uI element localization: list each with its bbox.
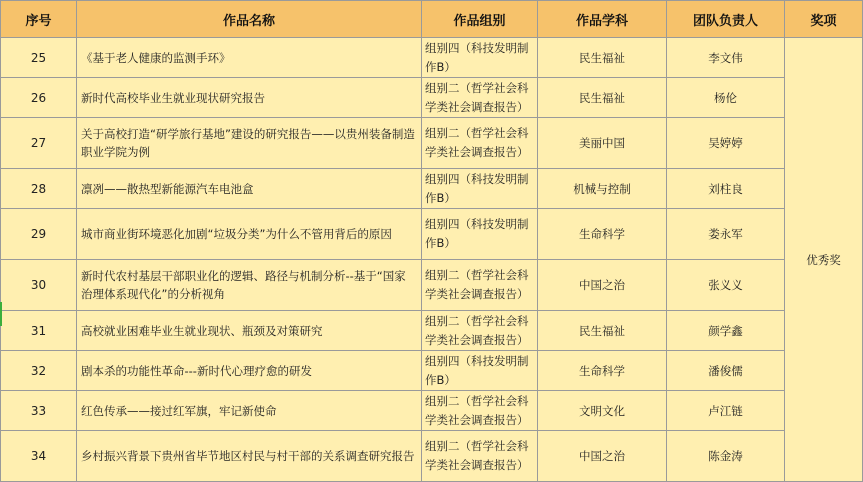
cell-subject[interactable]: 生命科学 (538, 209, 667, 260)
cell-group[interactable]: 组别二（哲学社会科学类社会调查报告） (422, 311, 538, 351)
cell-name[interactable]: 新时代高校毕业生就业现状研究报告 (77, 78, 422, 118)
header-group[interactable]: 作品组别 (422, 1, 538, 38)
cell-name[interactable]: 《基于老人健康的监测手环》 (77, 38, 422, 78)
table-row (1, 118, 863, 169)
cell-seq[interactable]: 26 (1, 78, 77, 118)
cell-subject[interactable]: 民生福祉 (538, 78, 667, 118)
cell-subject[interactable]: 中国之治 (538, 431, 667, 482)
cell-subject[interactable]: 生命科学 (538, 351, 667, 391)
table-row (1, 260, 863, 311)
cell-subject[interactable]: 中国之治 (538, 260, 667, 311)
cell-seq[interactable]: 28 (1, 169, 77, 209)
cell-leader[interactable]: 杨伦 (667, 78, 785, 118)
cell-name[interactable]: 关于高校打造“研学旅行基地”建设的研究报告——以贵州装备制造职业学院为例 (77, 118, 422, 169)
cell-group[interactable]: 组别二（哲学社会科学类社会调查报告） (422, 118, 538, 169)
cell-name[interactable]: 高校就业困难毕业生就业现状、瓶颈及对策研究 (77, 311, 422, 351)
table-row (1, 78, 863, 118)
header-award[interactable]: 奖项 (785, 1, 863, 38)
header-row (1, 1, 863, 38)
cell-name[interactable]: 剧本杀的功能性革命---新时代心理疗愈的研发 (77, 351, 422, 391)
cell-leader[interactable]: 颜学鑫 (667, 311, 785, 351)
cell-seq[interactable]: 29 (1, 209, 77, 260)
table-row (1, 431, 863, 482)
table-row (1, 311, 863, 351)
header-leader[interactable]: 团队负责人 (667, 1, 785, 38)
cell-subject[interactable]: 文明文化 (538, 391, 667, 431)
cell-group[interactable]: 组别二（哲学社会科学类社会调查报告） (422, 431, 538, 482)
cell-seq[interactable]: 27 (1, 118, 77, 169)
cell-group[interactable]: 组别二（哲学社会科学类社会调查报告） (422, 391, 538, 431)
row-selection-marker (0, 302, 2, 326)
cell-name[interactable]: 新时代农村基层干部职业化的逻辑、路径与机制分析--基于“国家治理体系现代化”的分析视角 (77, 260, 422, 311)
table-row (1, 209, 863, 260)
cell-leader[interactable]: 娄永军 (667, 209, 785, 260)
cell-subject[interactable]: 民生福祉 (538, 38, 667, 78)
cell-seq[interactable]: 30 (1, 260, 77, 311)
cell-subject[interactable]: 美丽中国 (538, 118, 667, 169)
cell-name[interactable]: 凛冽——散热型新能源汽车电池盒 (77, 169, 422, 209)
cell-seq[interactable]: 34 (1, 431, 77, 482)
cell-leader[interactable]: 张义义 (667, 260, 785, 311)
cell-subject[interactable]: 民生福祉 (538, 311, 667, 351)
cell-group[interactable]: 组别四（科技发明制作B） (422, 209, 538, 260)
cell-leader[interactable]: 李文伟 (667, 38, 785, 78)
cell-leader[interactable]: 潘俊儒 (667, 351, 785, 391)
cell-leader[interactable]: 卢江链 (667, 391, 785, 431)
cell-seq[interactable]: 25 (1, 38, 77, 78)
cell-leader[interactable]: 陈金涛 (667, 431, 785, 482)
cell-subject[interactable]: 机械与控制 (538, 169, 667, 209)
table-row (1, 351, 863, 391)
table-row (1, 169, 863, 209)
cell-leader[interactable]: 吴婷婷 (667, 118, 785, 169)
cell-seq[interactable]: 33 (1, 391, 77, 431)
cell-group[interactable]: 组别四（科技发明制作B） (422, 351, 538, 391)
cell-group[interactable]: 组别四（科技发明制作B） (422, 169, 538, 209)
cell-name[interactable]: 城市商业街环境恶化加剧“垃圾分类”为什么不管用背后的原因 (77, 209, 422, 260)
cell-seq[interactable]: 31 (1, 311, 77, 351)
cell-name[interactable]: 乡村振兴背景下贵州省毕节地区村民与村干部的关系调查研究报告 (77, 431, 422, 482)
table-row (1, 38, 863, 78)
header-seq[interactable]: 序号 (1, 1, 77, 38)
header-subject[interactable]: 作品学科 (538, 1, 667, 38)
cell-award[interactable]: 优秀奖 (785, 38, 863, 482)
cell-name[interactable]: 红色传承——接过红军旗，牢记新使命 (77, 391, 422, 431)
cell-group[interactable]: 组别二（哲学社会科学类社会调查报告） (422, 78, 538, 118)
table-row (1, 391, 863, 431)
cell-leader[interactable]: 刘柱良 (667, 169, 785, 209)
cell-seq[interactable]: 32 (1, 351, 77, 391)
cell-group[interactable]: 组别二（哲学社会科学类社会调查报告） (422, 260, 538, 311)
header-name[interactable]: 作品名称 (77, 1, 422, 38)
cell-group[interactable]: 组别四（科技发明制作B） (422, 38, 538, 78)
